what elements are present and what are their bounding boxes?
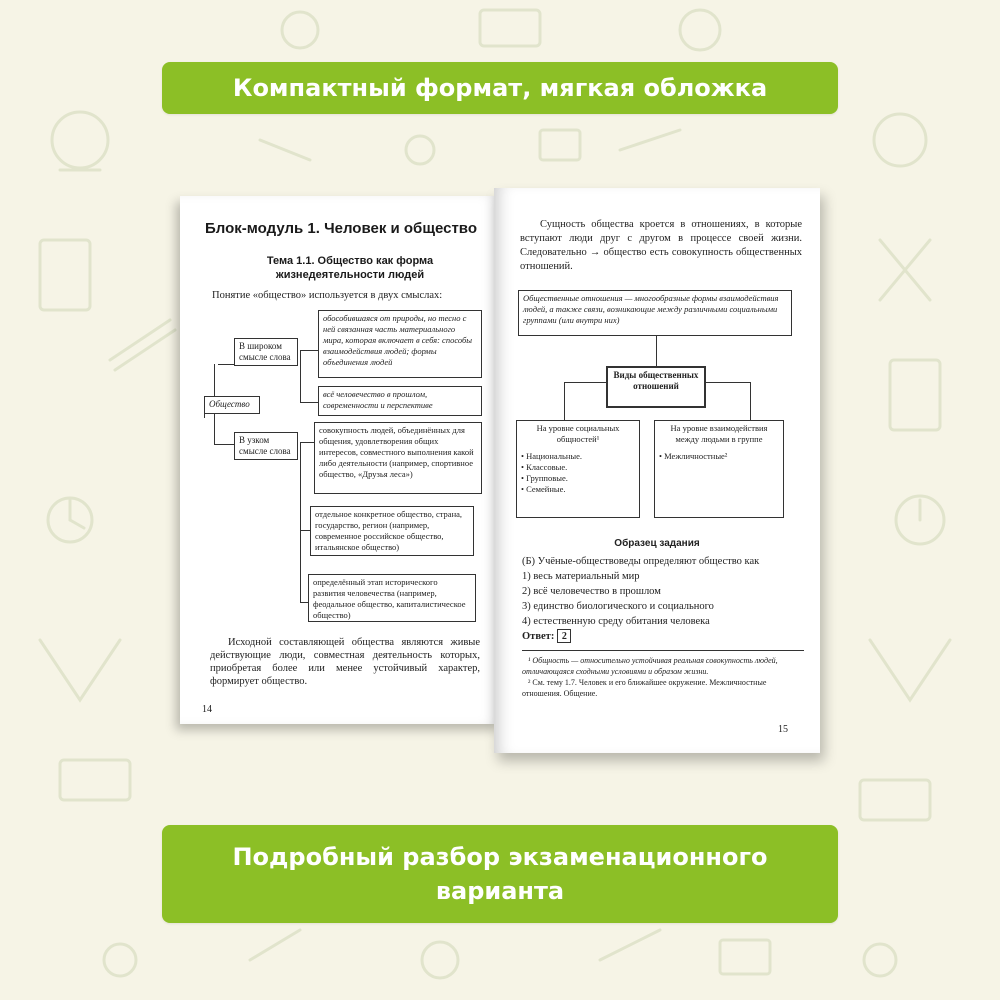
social-level-box bbox=[516, 420, 640, 518]
theme-heading bbox=[240, 254, 460, 282]
narrow-definition-box-3: определённый этап исторического развития человечества (например, феодальное общество, капиталистическое общество) bbox=[308, 574, 476, 622]
list-item: • Групповые. bbox=[521, 473, 635, 484]
task-question: (Б) Учёные-обществоведы определяют общество как bbox=[522, 556, 760, 567]
connector bbox=[300, 442, 301, 602]
top-banner-text: Компактный формат, мягкая обложка bbox=[232, 74, 768, 102]
connector bbox=[564, 382, 606, 383]
list-item: • Национальные. bbox=[521, 451, 635, 462]
footnote-2: ² См. тему 1.7. Человек и его ближайшее окружение. Межличностные отношения. Общение. bbox=[522, 678, 767, 698]
narrow-definition-box-2: отдельное конкретное общество, страна, государство, регион (например, современное российское общество, итальянское общество) bbox=[310, 506, 474, 556]
connector bbox=[214, 414, 215, 444]
society-root-box: Общество bbox=[204, 396, 260, 414]
bottom-banner-line2: варианта bbox=[435, 877, 565, 905]
list-item: • Межличностные² bbox=[659, 451, 779, 462]
broad-definition-box-1: обособившаяся от природы, но тесно с ней связанная часть материального мира, которая включает в себя: способы взаимодействия людей; формы объединения людей bbox=[318, 310, 482, 378]
connector bbox=[218, 364, 234, 365]
page-number-right: 15 bbox=[778, 724, 788, 735]
connector bbox=[750, 382, 751, 420]
block-module-title: Блок-модуль 1. Человек и общество bbox=[205, 220, 477, 237]
connector bbox=[300, 350, 318, 351]
task-option-4: 4) естественную среду обитания человека bbox=[522, 616, 710, 627]
sample-task-heading: Образец задания bbox=[614, 538, 700, 549]
task-answer bbox=[522, 629, 812, 644]
right-page bbox=[494, 188, 820, 753]
interpersonal-level-title: На уровне взаимодействия между людьми в группе bbox=[670, 423, 768, 444]
theme-heading-line1: Тема 1.1. Общество как форма bbox=[266, 255, 434, 267]
list-item: • Классовые. bbox=[521, 462, 635, 473]
body-paragraph: Исходной составляющей общества являются живые действующие люди, совместная деятельность которых, приобретая более или менее устойчивый характер, формирует общество. bbox=[210, 637, 480, 687]
task-option-3: 3) единство биологического и социального bbox=[522, 601, 714, 612]
interpersonal-level-list bbox=[659, 451, 779, 462]
connector bbox=[706, 382, 750, 383]
narrow-sense-label-box: В узком смысле слова bbox=[234, 432, 298, 460]
interpersonal-level-box bbox=[654, 420, 784, 518]
essence-paragraph: Сущность общества кроется в отношениях, в которые вступают люди друг с другом в процессе своей жизни. Следовательно → общество есть совокупность общественных отношений. bbox=[520, 219, 802, 272]
footnote-1: ¹ Общность — относительно устойчивая реальная совокупность людей, отличающаяся сходными условиями и образом жизни. bbox=[522, 656, 778, 676]
social-level-list bbox=[521, 451, 635, 495]
definition-box: Общественные отношения — многообразные формы взаимодействия людей, а также связи, возникающие между различными социальными группами (или внутри них) bbox=[518, 290, 792, 336]
broad-sense-label-box: В широком смысле слова bbox=[234, 338, 298, 366]
top-banner bbox=[162, 62, 838, 114]
answer-value: 2 bbox=[557, 629, 571, 643]
connector bbox=[656, 336, 657, 366]
relation-types-box: Виды общественных отношений bbox=[606, 366, 706, 408]
answer-label: Ответ: bbox=[522, 631, 555, 642]
left-page bbox=[180, 196, 502, 724]
theme-heading-line2: жизнедеятельности людей bbox=[275, 269, 425, 281]
bottom-banner-line1: Подробный разбор экзаменационного bbox=[232, 843, 768, 871]
open-book bbox=[180, 188, 820, 768]
intro-text: Понятие «общество» используется в двух смыслах: bbox=[212, 290, 443, 301]
connector bbox=[564, 382, 565, 420]
connector bbox=[300, 402, 318, 403]
footnotes bbox=[522, 650, 804, 699]
social-level-title: На уровне социальных общностей¹ bbox=[536, 423, 620, 444]
bottom-banner bbox=[162, 825, 838, 923]
task-option-1: 1) весь материальный мир bbox=[522, 571, 640, 582]
narrow-definition-box-1: совокупность людей, объединённых для общения, удовлетворения общих интересов, совместного выполнения какой либо деятельности (например, спортивное общество, «Друзья леса») bbox=[314, 422, 482, 494]
page-number-left: 14 bbox=[202, 704, 212, 715]
list-item: • Семейные. bbox=[521, 484, 635, 495]
connector bbox=[300, 350, 301, 402]
connector bbox=[214, 444, 234, 445]
connector bbox=[300, 442, 314, 443]
broad-definition-box-2: всё человечество в прошлом, современности и перспективе bbox=[318, 386, 482, 416]
task-option-2: 2) всё человечество в прошлом bbox=[522, 586, 661, 597]
